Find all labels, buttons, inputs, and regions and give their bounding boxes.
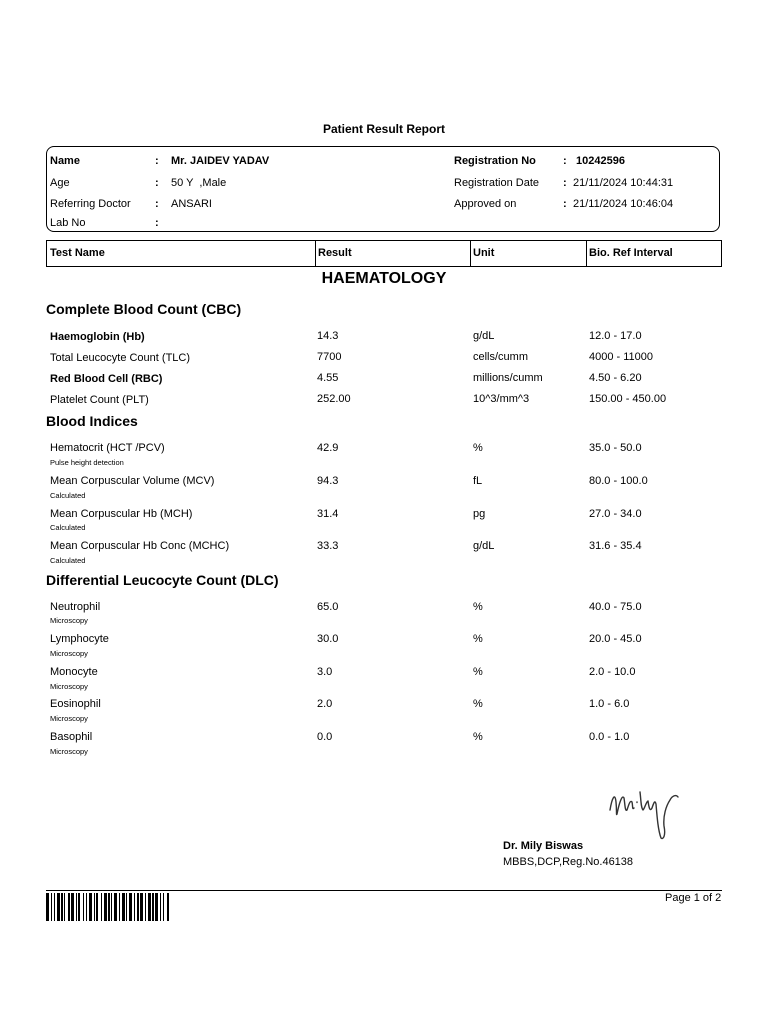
header-ref-interval: Bio. Ref Interval [589, 247, 673, 259]
test-unit: % [473, 633, 483, 645]
colon: : [155, 177, 159, 189]
barcode-bar [104, 893, 107, 921]
test-name: Platelet Count (PLT) [50, 394, 149, 406]
test-method: Microscopy [50, 616, 88, 625]
test-method: Microscopy [50, 649, 88, 658]
barcode-bar [51, 893, 52, 921]
test-unit: % [473, 698, 483, 710]
patient-name-label: Name [50, 155, 80, 167]
test-unit: fL [473, 475, 483, 487]
test-result: 7700 [317, 351, 342, 363]
page-number: Page 1 of 2 [665, 892, 722, 904]
test-method: Microscopy [50, 682, 88, 691]
test-ref-interval: 27.0 - 34.0 [589, 508, 642, 520]
test-unit: millions/cumm [473, 372, 543, 384]
barcode-bar [108, 893, 110, 921]
test-method: Calculated [50, 523, 86, 532]
test-ref-interval: 4.50 - 6.20 [589, 372, 642, 384]
test-name: Lymphocyte [50, 633, 109, 645]
test-result: 14.3 [317, 330, 339, 342]
barcode-bar [119, 893, 120, 921]
barcode-bar [94, 893, 95, 921]
barcode-bar [167, 893, 169, 921]
test-result: 30.0 [317, 633, 339, 645]
test-name: Hematocrit (HCT /PCV) [50, 442, 165, 454]
colon: : [155, 198, 159, 210]
header-result: Result [318, 247, 352, 259]
test-ref-interval: 1.0 - 6.0 [589, 698, 630, 710]
section-heading-blood-indices: Blood Indices [46, 413, 138, 429]
test-ref-interval: 31.6 - 35.4 [589, 540, 642, 552]
section-heading-cbc: Complete Blood Count (CBC) [46, 301, 242, 317]
registration-date-value: 21/11/2024 10:44:31 [573, 177, 674, 189]
barcode-bar [83, 893, 84, 921]
report-title: Patient Result Report [322, 122, 445, 136]
test-method: Pulse height detection [50, 458, 124, 467]
test-name: Mean Corpuscular Hb (MCH) [50, 508, 193, 520]
colon: : [155, 217, 159, 229]
approved-on-value: 21/11/2024 10:46:04 [573, 198, 674, 210]
test-unit: pg [473, 508, 486, 520]
barcode-bar [46, 893, 49, 921]
referring-doctor-label: Referring Doctor [50, 198, 131, 210]
barcode-bar [78, 893, 80, 921]
test-unit: % [473, 601, 483, 613]
barcode-image [46, 893, 256, 921]
test-result: 4.55 [317, 372, 339, 384]
test-result: 0.0 [317, 731, 333, 743]
test-ref-interval: 80.0 - 100.0 [589, 475, 648, 487]
barcode-bar [96, 893, 98, 921]
section-heading-dlc: Differential Leucocyte Count (DLC) [46, 572, 279, 588]
test-result: 3.0 [317, 666, 333, 678]
test-method: Calculated [50, 556, 86, 565]
patient-age-value: 50 Y ,Male [171, 177, 227, 189]
test-name: Total Leucocyte Count (TLC) [50, 352, 191, 364]
test-result: 42.9 [317, 442, 339, 454]
test-ref-interval: 0.0 - 1.0 [589, 731, 630, 743]
test-unit: % [473, 731, 483, 743]
test-ref-interval: 35.0 - 50.0 [589, 442, 642, 454]
barcode-bar [57, 893, 60, 921]
test-name: Mean Corpuscular Hb Conc (MCHC) [50, 540, 230, 552]
barcode-bar [137, 893, 139, 921]
header-divider [586, 241, 587, 266]
barcode-bar [111, 893, 112, 921]
test-result: 2.0 [317, 698, 333, 710]
test-name: Monocyte [50, 666, 98, 678]
test-unit: % [473, 442, 483, 454]
barcode-bar [101, 893, 102, 921]
header-divider [470, 241, 471, 266]
test-result: 65.0 [317, 601, 339, 613]
barcode-bar [122, 893, 125, 921]
test-ref-interval: 40.0 - 75.0 [589, 601, 642, 613]
barcode-bar [148, 893, 151, 921]
department-heading: HAEMATOLOGY [321, 270, 447, 287]
test-name: Haemoglobin (Hb) [50, 331, 145, 343]
results-table-header [46, 240, 722, 267]
patient-age-label: Age [50, 177, 70, 189]
test-ref-interval: 150.00 - 450.00 [589, 393, 667, 405]
barcode-bar [68, 893, 70, 921]
test-result: 252.00 [317, 393, 351, 405]
test-ref-interval: 4000 - 11000 [589, 351, 654, 363]
test-unit: g/dL [473, 540, 495, 552]
test-name: Eosinophil [50, 698, 101, 710]
test-unit: cells/cumm [473, 351, 529, 363]
header-unit: Unit [473, 247, 495, 259]
test-unit: % [473, 666, 483, 678]
registration-date-label: Registration Date [454, 177, 539, 189]
doctor-signature-image [606, 786, 686, 844]
header-test-name: Test Name [50, 247, 105, 259]
registration-no-label: Registration No [454, 155, 536, 167]
test-name: Red Blood Cell (RBC) [50, 373, 163, 385]
barcode-bar [61, 893, 63, 921]
referring-doctor-value: ANSARI [171, 198, 212, 210]
lab-no-label: Lab No [50, 217, 86, 229]
test-result: 31.4 [317, 508, 339, 520]
barcode-bar [114, 893, 117, 921]
barcode-bar [163, 893, 164, 921]
footer-divider [46, 890, 722, 891]
barcode-bar [140, 893, 143, 921]
test-ref-interval: 12.0 - 17.0 [589, 330, 642, 342]
test-ref-interval: 20.0 - 45.0 [589, 633, 642, 645]
test-name: Mean Corpuscular Volume (MCV) [50, 475, 215, 487]
barcode-bar [64, 893, 65, 921]
colon: : [563, 198, 567, 210]
barcode-bar [145, 893, 146, 921]
patient-name-value: Mr. JAIDEV YADAV [171, 155, 270, 167]
colon: : [155, 155, 159, 167]
approved-on-label: Approved on [454, 198, 517, 210]
barcode-bar [160, 893, 161, 921]
barcode-bar [134, 893, 135, 921]
barcode-bar [155, 893, 158, 921]
doctor-name: Dr. Mily Biswas [503, 840, 584, 852]
test-unit: 10^3/mm^3 [473, 393, 530, 405]
test-ref-interval: 2.0 - 10.0 [589, 666, 636, 678]
test-method: Calculated [50, 491, 86, 500]
barcode-bar [89, 893, 92, 921]
barcode-bar [126, 893, 127, 921]
barcode-bar [76, 893, 77, 921]
barcode-bar [86, 893, 87, 921]
barcode-bar [152, 893, 154, 921]
registration-no-value: 10242596 [576, 155, 625, 167]
colon: : [563, 155, 567, 167]
barcode-bar [54, 893, 55, 921]
test-result: 94.3 [317, 475, 339, 487]
doctor-qualification: MBBS,DCP,Reg.No.46138 [503, 856, 634, 868]
test-unit: g/dL [473, 330, 495, 342]
barcode-bar [71, 893, 74, 921]
barcode-bar [129, 893, 132, 921]
colon: : [563, 177, 567, 189]
test-method: Microscopy [50, 747, 88, 756]
header-divider [315, 241, 316, 266]
test-name: Basophil [50, 731, 93, 743]
test-method: Microscopy [50, 714, 88, 723]
test-result: 33.3 [317, 540, 339, 552]
test-name: Neutrophil [50, 601, 101, 613]
